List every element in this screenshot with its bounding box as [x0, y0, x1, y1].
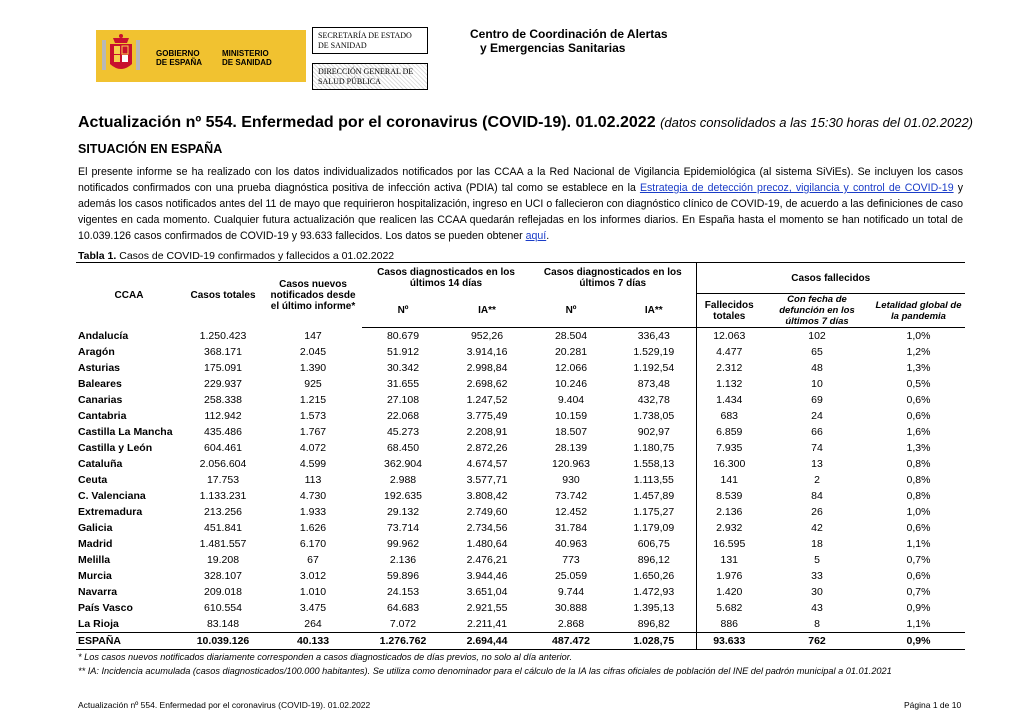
table-cell: 0,9%: [872, 633, 965, 650]
ccaa-name-cell: Cataluña: [78, 458, 123, 470]
ccaa-name-cell: Andalucía: [78, 329, 129, 342]
table-cell: 43: [811, 602, 823, 614]
table-cell: 1,0%: [906, 506, 931, 518]
header-n-14: Nº: [362, 294, 444, 328]
table-cell: 213.256: [204, 506, 242, 518]
table-cell: 3.012: [299, 570, 327, 582]
table-cell: 451.841: [204, 522, 242, 534]
table-caption: Tabla 1. Casos de COVID-19 confirmados y fallecidos a 01.02.2022: [78, 250, 395, 262]
table-cell: 9.744: [557, 586, 585, 598]
footnote-1: * Los casos nuevos notificados diariamente corresponden a casos diagnosticados de días previos, no solo al día anterior.: [78, 652, 573, 662]
table-cell: 113: [304, 474, 322, 486]
table-cell: 1.395,13: [612, 600, 696, 616]
ccaa-name-cell: Murcia: [78, 570, 112, 582]
table-cell: 0,8%: [906, 458, 931, 470]
table-cell: 2.056.604: [199, 458, 247, 470]
table-cell: 10: [811, 378, 823, 390]
table-cell: 69: [811, 394, 823, 406]
table-cell: 902,97: [612, 424, 696, 440]
table-cell: 73.714: [386, 522, 420, 534]
ccaa-name-cell: Castilla y León: [78, 442, 153, 454]
table-cell: 1,2%: [906, 346, 931, 358]
ccaa-name-cell: C. Valenciana: [78, 490, 146, 502]
ccaa-name-cell: Canarias: [78, 394, 123, 406]
table-cell: 1.626: [299, 522, 327, 534]
table-cell: 1.250.423: [199, 329, 247, 342]
table-row: [76, 584, 965, 600]
table-cell: 83.148: [206, 618, 240, 630]
table-cell: 1.010: [299, 586, 327, 598]
table-cell: 0,8%: [906, 490, 931, 502]
table-cell: 0,6%: [906, 570, 931, 582]
header-14-dias: Casos diagnosticados en los últimos 14 días: [362, 263, 530, 294]
table-cell: 4.477: [716, 346, 743, 358]
ccaa-name-cell: Extremadura: [78, 506, 143, 518]
header-fallecidos: Casos fallecidos: [696, 263, 965, 294]
table-cell: 22.068: [386, 410, 420, 422]
ccaa-name-cell: Castilla La Mancha: [78, 426, 173, 438]
table-cell: 64.683: [386, 602, 420, 614]
ccaa-name-cell: Galicia: [78, 522, 113, 534]
table-cell: 24.153: [386, 586, 420, 598]
table-cell: 435.486: [204, 426, 242, 438]
table-cell: 328.107: [204, 570, 242, 582]
table-cell: 12.452: [554, 506, 588, 518]
table-cell: 2.694,44: [444, 633, 530, 650]
intro-paragraph: El presente informe se ha realizado con los datos individualizados notificados por las CCAA a la Red Nacional de Vigilancia Epidemiológica (al sistema SiViEs). Se incluyen los casos notificados confirmados con una prueba diagnóstica positiva de infección activa (PDIA) tal como se establece en la Estrategia de detección precoz, vigilancia y control de COVID-19 y además los casos notificados antes del 11 de mayo que requirieron hospitalización, ingreso en UCI o fallecieron con diagnóstico clínico de COVID-19, de acuerdo a las definiciones de caso vigentes en cada momento. Cualquier futura actualización que realicen las CCAA quedarán reflejadas en los informes diarios. En España hasta el momento se han notificado un total de 10.039.126 casos confirmados de COVID-19 y 93.633 fallecidos. Los datos se pueden obtener aquí.: [78, 166, 963, 242]
table-cell: 6.170: [299, 538, 327, 550]
table-cell: 4.674,57: [466, 458, 508, 470]
table-cell: 264: [304, 618, 322, 630]
table-cell: 28.504: [554, 330, 588, 342]
table-cell: 80.679: [386, 330, 420, 342]
table-cell: 8: [814, 618, 820, 630]
table-cell: 1.472,93: [612, 584, 696, 600]
table-cell: 7.935: [716, 442, 743, 454]
ccaa-name-cell: Navarra: [78, 586, 118, 598]
table-cell: 1.529,19: [612, 344, 696, 360]
table-cell: 147: [304, 329, 322, 342]
table-cell: 3.775,49: [466, 410, 508, 422]
table-cell: 25.059: [554, 570, 588, 582]
header-n-7: Nº: [530, 294, 612, 328]
header-ia-7: IA**: [612, 294, 696, 328]
ccaa-name-cell: Aragón: [78, 346, 115, 358]
table-cell: 192.635: [384, 490, 422, 502]
table-cell: 20.281: [554, 346, 588, 358]
table-cell: 99.962: [386, 538, 420, 550]
table-row: [76, 344, 965, 360]
table-cell: 1.738,05: [612, 408, 696, 424]
ccaa-name-cell: Ceuta: [78, 474, 108, 486]
table-cell: 12.066: [554, 362, 588, 374]
table-cell: 773: [562, 554, 580, 566]
table-cell: 18.507: [554, 426, 588, 438]
table-cell: 336,43: [612, 328, 696, 345]
table-cell: 51.912: [386, 346, 420, 358]
table-row: [76, 472, 965, 488]
table-cell: 1.420: [716, 586, 743, 598]
table-cell: 1.573: [299, 410, 327, 422]
table-cell: 2.476,21: [466, 554, 508, 566]
coat-of-arms-icon: [96, 30, 146, 82]
table-cell: 2.698,62: [466, 378, 508, 390]
table-cell: 30.342: [386, 362, 420, 374]
table-cell: 1.192,54: [612, 360, 696, 376]
table-cell: 3.944,46: [466, 570, 508, 582]
ccaa-name-cell: País Vasco: [78, 602, 133, 614]
table-cell: 112.942: [204, 410, 242, 422]
table-cell: 209.018: [204, 586, 242, 598]
table-cell: 175.091: [204, 362, 242, 374]
table-cell: 84: [811, 490, 823, 502]
table-cell: 3.914,16: [466, 346, 508, 358]
table-cell: 1.390: [299, 362, 327, 374]
table-cell: 1.247,52: [466, 394, 508, 406]
table-total-row: [76, 633, 965, 650]
table-cell: 1,6%: [906, 426, 931, 438]
table-cell: 27.108: [386, 394, 420, 406]
table-row: [76, 376, 965, 392]
table-cell: 1,1%: [906, 618, 931, 630]
table-cell: 73.742: [554, 490, 588, 502]
table-cell: 1.480,64: [466, 538, 508, 550]
table-cell: 4.599: [299, 458, 327, 470]
table-cell: 0,6%: [906, 410, 931, 422]
table-cell: 31.655: [386, 378, 420, 390]
table-cell: 1.933: [299, 506, 327, 518]
table-cell: 102: [808, 330, 826, 342]
table-cell: 1.276.762: [362, 633, 444, 650]
table-cell: 606,75: [612, 536, 696, 552]
table-cell: 10.159: [554, 410, 588, 422]
table-cell: 1,3%: [906, 442, 931, 454]
table-cell: 1.767: [299, 426, 327, 438]
table-cell: 74: [811, 442, 823, 454]
page-title: Actualización nº 554. Enfermedad por el coronavirus (COVID-19). 01.02.2022 (datos consolidados a las 15:30 horas del 01.02.2022): [78, 114, 974, 131]
data-link[interactable]: aquí: [525, 230, 547, 242]
table-cell: 17.753: [206, 474, 240, 486]
ccaa-name-cell: Madrid: [78, 538, 113, 550]
ccaa-name-cell: Baleares: [78, 378, 122, 390]
table-cell: 19.208: [206, 554, 240, 566]
table-cell: 93.633: [696, 633, 762, 650]
table-row: [76, 616, 965, 633]
table-cell: 886: [720, 618, 739, 630]
table-cell: 683: [720, 410, 739, 422]
table-cell: 120.963: [552, 458, 590, 470]
table-cell: 67: [307, 554, 319, 566]
table-cell: 10.039.126: [182, 633, 264, 650]
table-cell: 40.133: [264, 633, 362, 650]
table-cell: 2.749,60: [466, 506, 508, 518]
table-cell: 18: [811, 538, 823, 550]
table-cell: 31.784: [554, 522, 588, 534]
table-cell: 0,8%: [906, 474, 931, 486]
table-cell: 1.434: [716, 394, 743, 406]
table-row: [76, 568, 965, 584]
table-cell: 12.063: [713, 330, 746, 342]
center-title: Centro de Coordinación de Alertas y Emergencias Sanitarias: [470, 27, 668, 55]
ccaa-name-cell: Asturias: [78, 362, 121, 374]
table-cell: 10.246: [554, 378, 588, 390]
table-cell: 2.136: [716, 506, 743, 518]
table-cell: 1.558,13: [612, 456, 696, 472]
table-row: [76, 408, 965, 424]
table-cell: 59.896: [386, 570, 420, 582]
table-cell: 368.171: [204, 346, 242, 358]
table-cell: 2: [814, 474, 820, 486]
ccaa-name-cell: La Rioja: [78, 618, 119, 630]
table-row: [76, 440, 965, 456]
header-letalidad: Letalidad global de la pandemia: [872, 294, 965, 328]
section-heading: SITUACIÓN EN ESPAÑA: [78, 142, 223, 156]
table-cell: 925: [304, 378, 322, 390]
table-cell: 2.312: [716, 362, 743, 374]
table-cell: 762: [762, 633, 872, 650]
table-row: [76, 520, 965, 536]
table-cell: 33: [811, 570, 823, 582]
table-cell: 1.179,09: [612, 520, 696, 536]
table-cell: 229.937: [204, 378, 242, 390]
page-number: Página 1 de 10: [904, 700, 962, 710]
table-cell: 0,7%: [906, 554, 931, 566]
table-cell: 45.273: [386, 426, 420, 438]
table-cell: 16.595: [713, 538, 746, 550]
table-cell: 13: [811, 458, 823, 470]
table-cell: 7.072: [389, 618, 417, 630]
table-cell: 30: [811, 586, 823, 598]
table-cell: 896,82: [612, 616, 696, 633]
table-cell: 1.650,26: [612, 568, 696, 584]
table-cell: 141: [720, 474, 739, 486]
ccaa-name-cell: ESPAÑA: [76, 633, 182, 650]
table-cell: 0,9%: [906, 602, 931, 614]
table-cell: 2.998,84: [466, 362, 508, 374]
table-row: [76, 424, 965, 440]
table-cell: 1.133.231: [199, 490, 247, 502]
covid-cases-table: [76, 262, 965, 650]
table-cell: 2.988: [389, 474, 417, 486]
table-cell: 604.461: [204, 442, 242, 454]
directorate-box: DIRECCIÓN GENERAL DE SALUD PÚBLICA: [312, 63, 428, 90]
table-cell: 1,0%: [906, 330, 931, 342]
table-cell: 6.859: [716, 426, 743, 438]
table-cell: 0,6%: [906, 394, 931, 406]
table-cell: 16.300: [713, 458, 746, 470]
table-row: [76, 360, 965, 376]
table-cell: 487.472: [530, 633, 612, 650]
table-cell: 930: [562, 474, 580, 486]
table-row: [76, 488, 965, 504]
table-cell: 1.180,75: [612, 440, 696, 456]
table-cell: 42: [811, 522, 823, 534]
table-cell: 2.872,26: [466, 442, 508, 454]
strategy-link[interactable]: Estrategia de detección precoz, vigilancia y control de COVID-19: [639, 182, 954, 194]
table-cell: 4.072: [299, 442, 327, 454]
table-cell: 28.139: [554, 442, 588, 454]
table-cell: 5: [814, 554, 820, 566]
table-row: [76, 456, 965, 472]
table-cell: 5.682: [716, 602, 743, 614]
table-cell: 1.028,75: [612, 633, 696, 650]
secretariat-box: SECRETARÍA DE ESTADO DE SANIDAD: [312, 27, 428, 54]
table-cell: 1.113,55: [612, 472, 696, 488]
table-cell: 2.921,55: [466, 602, 508, 614]
table-cell: 66: [811, 426, 823, 438]
table-cell: 24: [811, 410, 823, 422]
header-casos-totales: Casos totales: [182, 263, 264, 328]
table-cell: 362.904: [384, 458, 422, 470]
table-row: [76, 392, 965, 408]
footnote-2: ** IA: Incidencia acumulada (casos diagnosticados/100.000 habitantes). Se utiliza como denominador para el cálculo de la IA las cifras oficiales de población del INE del padrón municipal a 01.01.2021: [78, 666, 892, 676]
table-cell: 2.868: [557, 618, 585, 630]
table-cell: 896,12: [612, 552, 696, 568]
header-fallecidos-totales: Fallecidos totales: [696, 294, 762, 328]
table-cell: 3.475: [299, 602, 327, 614]
table-cell: 65: [811, 346, 823, 358]
table-cell: 1.132: [716, 378, 743, 390]
table-cell: 0,7%: [906, 586, 931, 598]
table-cell: 2.932: [716, 522, 743, 534]
header-fecha-defuncion: Con fecha de defunción en los últimos 7 días: [762, 294, 872, 328]
footer-title: Actualización nº 554. Enfermedad por el coronavirus (COVID-19). 01.02.2022: [78, 700, 371, 710]
table-cell: 48: [811, 362, 823, 374]
table-cell: 432,78: [612, 392, 696, 408]
table-cell: 3.651,04: [466, 586, 508, 598]
table-cell: 258.338: [204, 394, 242, 406]
table-cell: 1.215: [299, 394, 327, 406]
table-cell: 1.481.557: [199, 538, 247, 550]
table-cell: 40.963: [554, 538, 588, 550]
table-cell: 29.132: [386, 506, 420, 518]
table-cell: 3.577,71: [466, 474, 508, 486]
header-ccaa: CCAA: [76, 263, 182, 328]
table-row: [76, 536, 965, 552]
header-nuevos: Casos nuevos notificados desde el último informe*: [264, 263, 362, 328]
table-cell: 131: [720, 554, 739, 566]
table-cell: 2.208,91: [466, 426, 508, 438]
table-cell: 3.808,42: [466, 490, 508, 502]
header-ia-14: IA**: [444, 294, 530, 328]
table-cell: 2.045: [299, 346, 327, 358]
ccaa-name-cell: Melilla: [78, 554, 111, 566]
table-cell: 1,3%: [906, 362, 931, 374]
table-cell: 0,5%: [906, 378, 931, 390]
ccaa-name-cell: Cantabria: [78, 410, 127, 422]
table-cell: 26: [811, 506, 823, 518]
table-row: [76, 504, 965, 520]
table-cell: 30.888: [554, 602, 588, 614]
table-cell: 952,26: [470, 330, 504, 342]
table-cell: 873,48: [612, 376, 696, 392]
ministry-label: MINISTERIO DE SANIDAD: [222, 49, 272, 67]
table-cell: 4.730: [299, 490, 327, 502]
table-cell: 1.457,89: [612, 488, 696, 504]
table-cell: 8.539: [716, 490, 743, 502]
table-cell: 9.404: [557, 394, 585, 406]
table-cell: 1.976: [716, 570, 743, 582]
table-cell: 2.136: [389, 554, 417, 566]
table-row: [76, 552, 965, 568]
government-label: GOBIERNO DE ESPAÑA: [156, 49, 203, 67]
table-cell: 610.554: [204, 602, 242, 614]
table-cell: 68.450: [386, 442, 420, 454]
page-subtitle: (datos consolidados a las 15:30 horas del 01.02.2022): [660, 115, 974, 130]
table-cell: 1,1%: [906, 538, 931, 550]
table-cell: 0,6%: [906, 522, 931, 534]
table-row: [76, 328, 965, 345]
header-7-dias: Casos diagnosticados en los últimos 7 días: [530, 263, 696, 294]
table-cell: 1.175,27: [612, 504, 696, 520]
table-cell: 2.734,56: [466, 522, 508, 534]
table-cell: 2.211,41: [466, 618, 508, 630]
table-row: [76, 600, 965, 616]
